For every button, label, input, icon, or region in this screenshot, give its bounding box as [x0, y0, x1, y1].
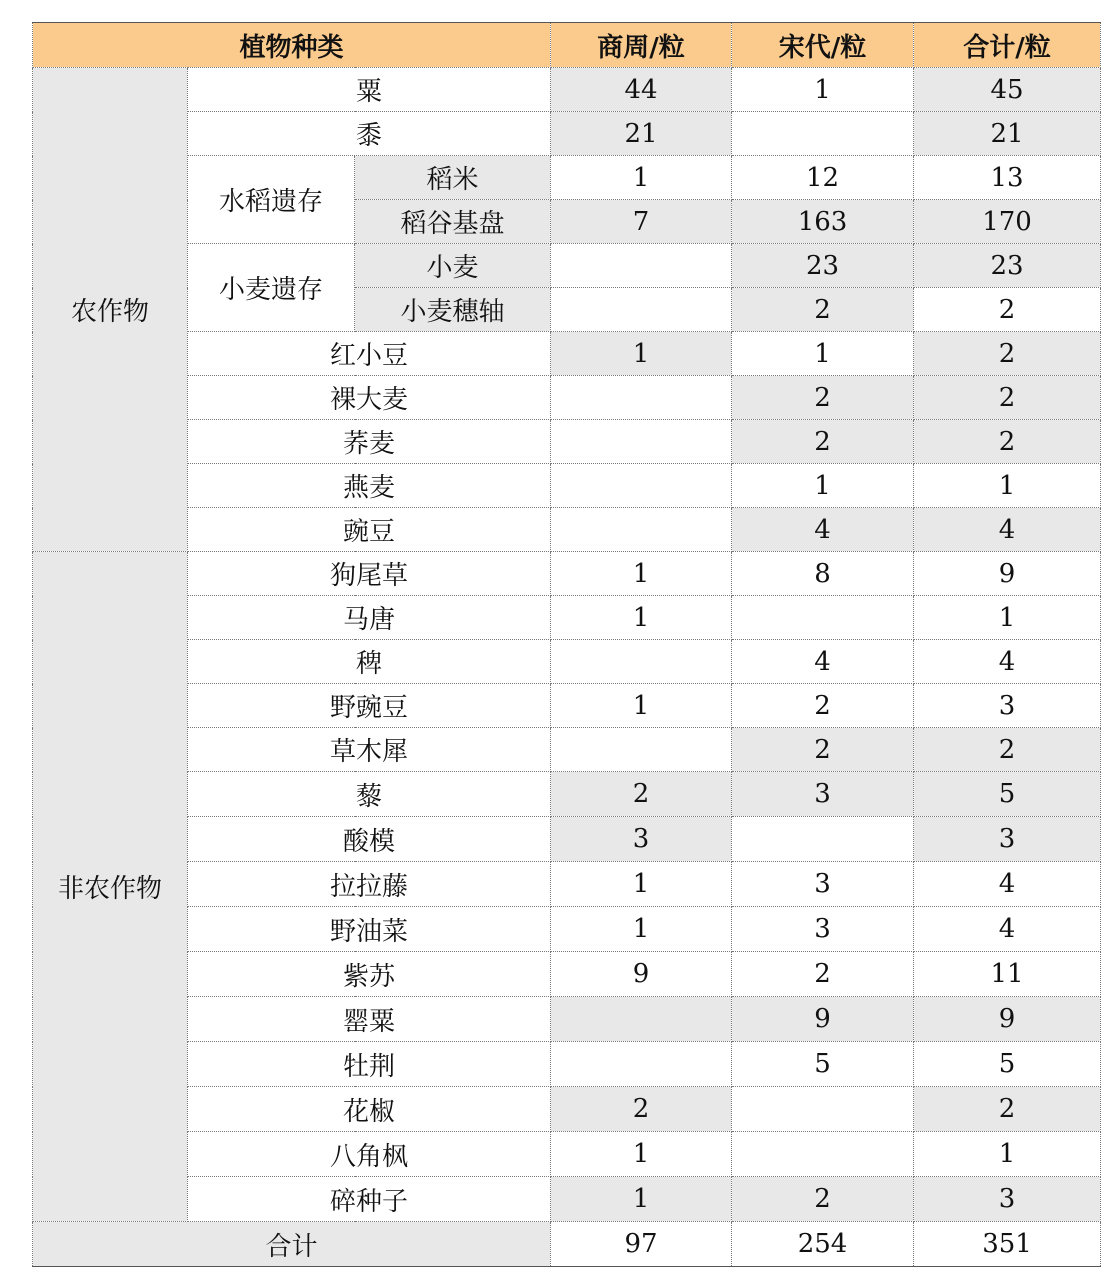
total-shangzhou: 97: [551, 1222, 732, 1267]
table-row: [33, 1132, 1101, 1177]
cell-total: 21: [914, 112, 1101, 156]
plant-name: 小麦: [355, 244, 551, 288]
table-row: [33, 640, 1101, 684]
plant-name: 燕麦: [188, 464, 551, 508]
cell-shangzhou: 1: [551, 907, 732, 952]
cell-total: 3: [914, 684, 1101, 728]
total-row: [33, 1222, 1101, 1267]
cell-total: 2: [914, 420, 1101, 464]
cell-song: 8: [732, 552, 914, 596]
cell-total: 2: [914, 728, 1101, 772]
cell-song: 5: [732, 1042, 914, 1087]
table-row: [33, 332, 1101, 376]
cell-song: 4: [732, 508, 914, 552]
cell-total: 11: [914, 952, 1101, 997]
table-row: [33, 1177, 1101, 1222]
cell-shangzhou: 1: [551, 862, 732, 907]
table-row: [33, 552, 1101, 596]
plant-name: 草木犀: [188, 728, 551, 772]
cell-song: 1: [732, 332, 914, 376]
cell-song: 2: [732, 376, 914, 420]
cell-total: 2: [914, 376, 1101, 420]
header-row: [33, 23, 1101, 68]
table-row: [33, 862, 1101, 907]
cell-total: 2: [914, 288, 1101, 332]
table-row: [33, 596, 1101, 640]
cell-shangzhou: 2: [551, 772, 732, 817]
cell-song: 2: [732, 684, 914, 728]
cell-total: 4: [914, 907, 1101, 952]
table-row: [33, 817, 1101, 862]
plant-name: 野豌豆: [188, 684, 551, 728]
total-total: 351: [914, 1222, 1101, 1267]
cell-shangzhou: 44: [551, 68, 732, 112]
cell-total: 5: [914, 1042, 1101, 1087]
cell-song: 2: [732, 952, 914, 997]
cell-total: 1: [914, 464, 1101, 508]
plant-name: 稻米: [355, 156, 551, 200]
cell-song: [732, 817, 914, 862]
cell-shangzhou: [551, 420, 732, 464]
table-row: [33, 1087, 1101, 1132]
plant-name: 藜: [188, 772, 551, 817]
plant-name: 狗尾草: [188, 552, 551, 596]
cell-shangzhou: [551, 997, 732, 1042]
cell-song: [732, 596, 914, 640]
cell-shangzhou: [551, 376, 732, 420]
cell-shangzhou: 1: [551, 332, 732, 376]
cell-shangzhou: 9: [551, 952, 732, 997]
cell-total: 1: [914, 596, 1101, 640]
header-total: 合计/粒: [914, 23, 1101, 68]
plant-remains-table: [32, 22, 1101, 1267]
cell-song: 23: [732, 244, 914, 288]
plant-name: 荞麦: [188, 420, 551, 464]
table-row: [33, 772, 1101, 817]
cell-song: 3: [732, 862, 914, 907]
cell-song: 12: [732, 156, 914, 200]
table-row: [33, 684, 1101, 728]
cell-song: [732, 1087, 914, 1132]
cell-song: 4: [732, 640, 914, 684]
cell-shangzhou: [551, 640, 732, 684]
plant-name: 碎种子: [188, 1177, 551, 1222]
group-crops: 农作物: [33, 68, 188, 552]
cell-total: 2: [914, 1087, 1101, 1132]
header-category: 植物种类: [33, 23, 551, 68]
cell-total: 4: [914, 862, 1101, 907]
cell-shangzhou: [551, 464, 732, 508]
plant-name: 拉拉藤: [188, 862, 551, 907]
total-label: 合计: [33, 1222, 551, 1267]
cell-total: 3: [914, 817, 1101, 862]
cell-shangzhou: [551, 288, 732, 332]
plant-name: 粟: [188, 68, 551, 112]
cell-total: 23: [914, 244, 1101, 288]
table-row: [33, 997, 1101, 1042]
cell-song: 9: [732, 997, 914, 1042]
table-row: [33, 112, 1101, 156]
cell-shangzhou: [551, 728, 732, 772]
cell-song: [732, 112, 914, 156]
table-row: [33, 508, 1101, 552]
plant-name: 酸模: [188, 817, 551, 862]
plant-name: 黍: [188, 112, 551, 156]
table-row: [33, 376, 1101, 420]
cell-shangzhou: [551, 244, 732, 288]
cell-total: 45: [914, 68, 1101, 112]
cell-song: 3: [732, 907, 914, 952]
cell-shangzhou: 7: [551, 200, 732, 244]
cell-total: 13: [914, 156, 1101, 200]
cell-total: 3: [914, 1177, 1101, 1222]
cell-total: 4: [914, 640, 1101, 684]
cell-shangzhou: 1: [551, 684, 732, 728]
plant-name: 稻谷基盘: [355, 200, 551, 244]
cell-shangzhou: 3: [551, 817, 732, 862]
group-noncrops: 非农作物: [33, 552, 188, 1222]
cell-total: 9: [914, 997, 1101, 1042]
cell-shangzhou: 1: [551, 1132, 732, 1177]
plant-name: 野油菜: [188, 907, 551, 952]
cell-song: 3: [732, 772, 914, 817]
table-row: [33, 1042, 1101, 1087]
plant-name: 八角枫: [188, 1132, 551, 1177]
cell-total: 9: [914, 552, 1101, 596]
cell-song: 2: [732, 420, 914, 464]
cell-shangzhou: 1: [551, 156, 732, 200]
group-rice: 水稻遗存: [188, 156, 355, 244]
table-row: [33, 156, 1101, 200]
plant-name: 牡荆: [188, 1042, 551, 1087]
table-row: [33, 420, 1101, 464]
cell-shangzhou: 21: [551, 112, 732, 156]
plant-name: 花椒: [188, 1087, 551, 1132]
cell-song: [732, 1132, 914, 1177]
total-song: 254: [732, 1222, 914, 1267]
cell-shangzhou: 1: [551, 596, 732, 640]
cell-song: 2: [732, 1177, 914, 1222]
table-row: [33, 68, 1101, 112]
cell-song: 2: [732, 288, 914, 332]
plant-name: 稗: [188, 640, 551, 684]
cell-shangzhou: 1: [551, 552, 732, 596]
header-song: 宋代/粒: [732, 23, 914, 68]
plant-name: 红小豆: [188, 332, 551, 376]
plant-name: 马唐: [188, 596, 551, 640]
group-wheat: 小麦遗存: [188, 244, 355, 332]
cell-total: 5: [914, 772, 1101, 817]
plant-name: 豌豆: [188, 508, 551, 552]
cell-shangzhou: 1: [551, 1177, 732, 1222]
cell-song: 2: [732, 728, 914, 772]
table-row: [33, 952, 1101, 997]
plant-name: 小麦穗轴: [355, 288, 551, 332]
cell-song: 1: [732, 68, 914, 112]
cell-total: 170: [914, 200, 1101, 244]
table-row: [33, 464, 1101, 508]
cell-shangzhou: 2: [551, 1087, 732, 1132]
cell-total: 2: [914, 332, 1101, 376]
cell-total: 1: [914, 1132, 1101, 1177]
table-row: [33, 728, 1101, 772]
table-row: [33, 244, 1101, 288]
plant-name: 紫苏: [188, 952, 551, 997]
plant-name: 裸大麦: [188, 376, 551, 420]
table-row: [33, 907, 1101, 952]
cell-total: 4: [914, 508, 1101, 552]
plant-name: 罂粟: [188, 997, 551, 1042]
cell-song: 1: [732, 464, 914, 508]
header-shangzhou: 商周/粒: [551, 23, 732, 68]
cell-shangzhou: [551, 1042, 732, 1087]
cell-shangzhou: [551, 508, 732, 552]
cell-song: 163: [732, 200, 914, 244]
